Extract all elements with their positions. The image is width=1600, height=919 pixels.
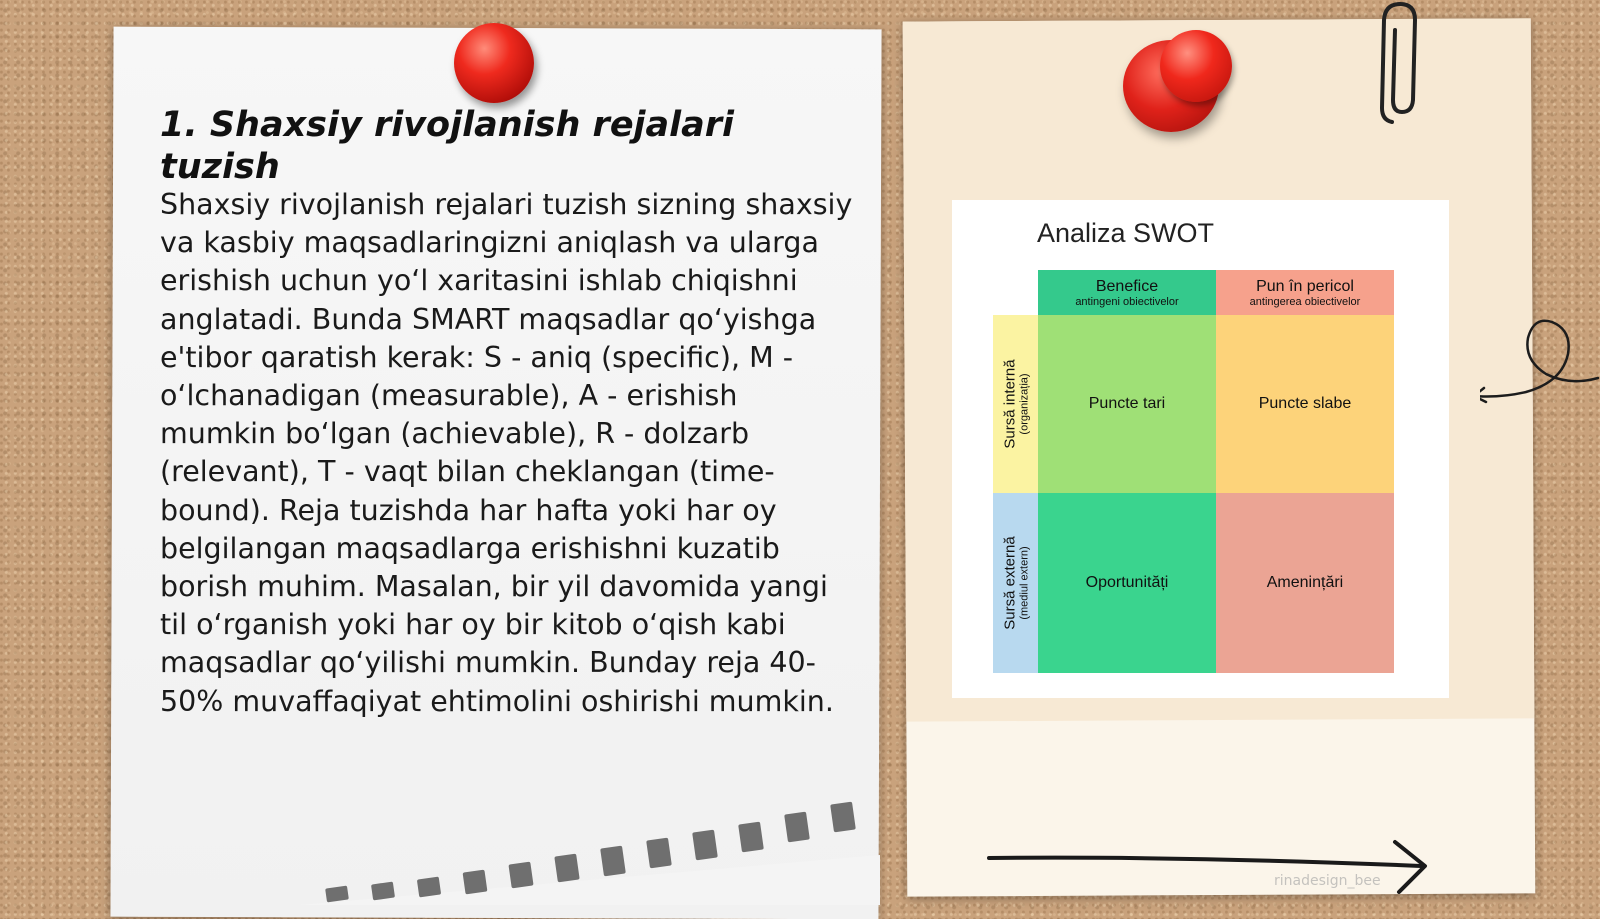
swot-col-header-benefits: [1038, 270, 1216, 315]
paperclip-icon: [1378, 0, 1424, 128]
cell-label: Puncte tari: [1088, 395, 1166, 412]
swot-cell-opportunities: [1038, 493, 1216, 673]
swot-cell-weaknesses: [1216, 315, 1394, 493]
note-body: Shaxsiy rivojlanish rejalari tuzish sizning shaxsiy va kasbiy maqsadlaringizni aniqlash va ularga erishish uchun yo‘l xaritasini ishlab chiqishni anglatadi. Bunda SMART maqsadlar qo‘yishga e'tibor qaratish kerak: S - aniq (specific), M - o‘lchanadigan (measurable), A - erishish mumkin bo‘lgan (achievable), R - dolzarb (relevant), T - vaqt bilan cheklangan (time-bound). Reja tuzishda har hafta yoki har oy belgilangan maqsadlarga erishishni kuzatib borish muhim. Masalan, bir yil davomida yangi til o‘rganish yoki har oy bir kitob o‘qish kabi maqsadlar qo‘yilishi mumkin. Bunday reja 40-50% muvaffaqiyat ehtimolini oshirishi mumkin.: [160, 188, 853, 718]
swot-cell-strengths: [1038, 315, 1216, 493]
arrow-right-icon: [985, 838, 1445, 898]
swirl-doodle-icon: [1480, 312, 1600, 407]
torn-edge-decoration: [300, 795, 880, 905]
header-title: Benefice: [1095, 278, 1159, 295]
row-title: Sursă internă: [1001, 359, 1018, 449]
swot-row-header-internal: [993, 315, 1038, 493]
swot-col-header-risks: [1216, 270, 1394, 315]
row-subtitle: (organizația): [1018, 373, 1030, 435]
cell-label: Puncte slabe: [1258, 395, 1352, 412]
swot-cell-threats: [1216, 493, 1394, 673]
swot-title: Analiza SWOT: [1037, 218, 1215, 248]
note-heading: 1. Shaxsiy rivojlanish rejalari tuzish: [160, 105, 735, 187]
cell-label: Amenințări: [1266, 574, 1344, 591]
header-subtitle: antingerea obiectivelor: [1249, 296, 1361, 308]
watermark: rinadesign_bee: [1274, 873, 1381, 889]
swot-row-header-external: [993, 493, 1038, 673]
row-title: Sursă externă: [1001, 536, 1018, 630]
swot-card: [952, 200, 1449, 698]
header-title: Pun în pericol: [1256, 278, 1354, 295]
push-pin-icon: [1160, 30, 1232, 102]
cell-label: Oportunități: [1085, 574, 1169, 591]
push-pin-icon: [454, 23, 534, 103]
row-subtitle: (mediul extern): [1018, 546, 1030, 620]
header-subtitle: antingeni obiectivelor: [1075, 296, 1179, 308]
